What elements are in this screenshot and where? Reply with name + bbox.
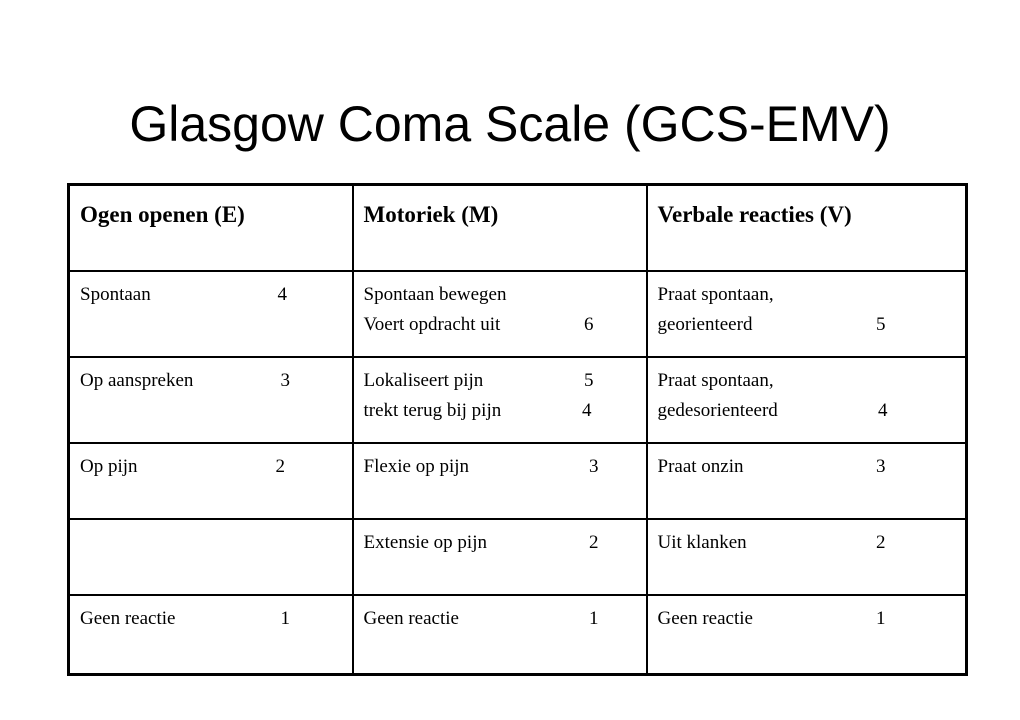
score-label: Praat onzin xyxy=(657,455,744,477)
score-value: 3 xyxy=(589,455,599,477)
score-value: 3 xyxy=(876,455,886,477)
score-label: Geen reactie xyxy=(363,607,459,629)
score-value: 4 xyxy=(582,399,592,421)
score-line xyxy=(80,452,285,482)
table-header-row xyxy=(69,185,967,271)
eyes-cell-empty xyxy=(69,519,353,595)
score-value: 4 xyxy=(878,399,888,421)
score-label: Lokaliseert pijn xyxy=(363,369,484,391)
score-label: Extensie op pijn xyxy=(363,531,487,553)
score-value: 1 xyxy=(589,607,599,629)
score-line xyxy=(364,452,599,482)
header-verbal: Verbale reacties (V) xyxy=(647,185,967,271)
score-value: 2 xyxy=(275,455,285,477)
score-line xyxy=(658,366,958,396)
score-value: 1 xyxy=(280,607,290,629)
score-line xyxy=(80,604,290,634)
score-line xyxy=(80,280,287,310)
score-line xyxy=(658,452,886,482)
table-row xyxy=(69,519,967,595)
verbal-cell xyxy=(647,357,967,443)
score-label: trekt terug bij pijn xyxy=(363,399,502,421)
score-value: 1 xyxy=(876,607,886,629)
score-value: 6 xyxy=(584,313,594,335)
motor-cell xyxy=(353,357,647,443)
verbal-cell xyxy=(647,519,967,595)
score-line xyxy=(80,366,290,396)
score-label: Spontaan bewegen xyxy=(363,283,507,305)
motor-cell xyxy=(353,443,647,519)
score-line xyxy=(364,528,599,558)
score-label: Uit klanken xyxy=(657,531,747,553)
score-line xyxy=(364,310,594,340)
motor-cell xyxy=(353,271,647,357)
score-value: 2 xyxy=(876,531,886,553)
table-row xyxy=(69,271,967,357)
table-row xyxy=(69,443,967,519)
score-value: 3 xyxy=(280,369,290,391)
header-eyes: Ogen openen (E) xyxy=(69,185,353,271)
score-value: 4 xyxy=(277,283,287,305)
score-label: Praat spontaan, xyxy=(657,283,774,305)
score-line xyxy=(658,280,958,310)
motor-cell xyxy=(353,595,647,675)
score-line xyxy=(364,366,594,396)
gcs-table xyxy=(67,183,968,676)
score-label: Voert opdracht uit xyxy=(363,313,501,335)
header-motor: Motoriek (M) xyxy=(353,185,647,271)
verbal-cell xyxy=(647,443,967,519)
verbal-cell xyxy=(647,271,967,357)
score-value: 5 xyxy=(584,369,594,391)
score-label: gedesorienteerd xyxy=(657,399,778,421)
score-label: Flexie op pijn xyxy=(363,455,470,477)
score-label: Geen reactie xyxy=(657,607,753,629)
score-value: 2 xyxy=(589,531,599,553)
page-title: Glasgow Coma Scale (GCS-EMV) xyxy=(129,96,891,152)
score-label: Spontaan xyxy=(80,283,151,305)
motor-cell xyxy=(353,519,647,595)
score-label: georienteerd xyxy=(657,313,753,335)
score-label: Op pijn xyxy=(80,455,138,477)
eyes-cell xyxy=(69,595,353,675)
score-line xyxy=(658,528,886,558)
table-row xyxy=(69,357,967,443)
score-line xyxy=(364,280,569,310)
score-line xyxy=(364,396,592,426)
score-label: Op aanspreken xyxy=(80,369,194,391)
score-label: Geen reactie xyxy=(80,607,176,629)
score-line xyxy=(658,604,886,634)
eyes-cell xyxy=(69,357,353,443)
score-value: 5 xyxy=(876,313,886,335)
eyes-cell xyxy=(69,443,353,519)
table-row xyxy=(69,595,967,675)
score-line xyxy=(658,396,888,426)
score-label: Praat spontaan, xyxy=(657,369,774,391)
verbal-cell xyxy=(647,595,967,675)
score-line xyxy=(364,604,599,634)
eyes-cell xyxy=(69,271,353,357)
score-line xyxy=(658,310,886,340)
